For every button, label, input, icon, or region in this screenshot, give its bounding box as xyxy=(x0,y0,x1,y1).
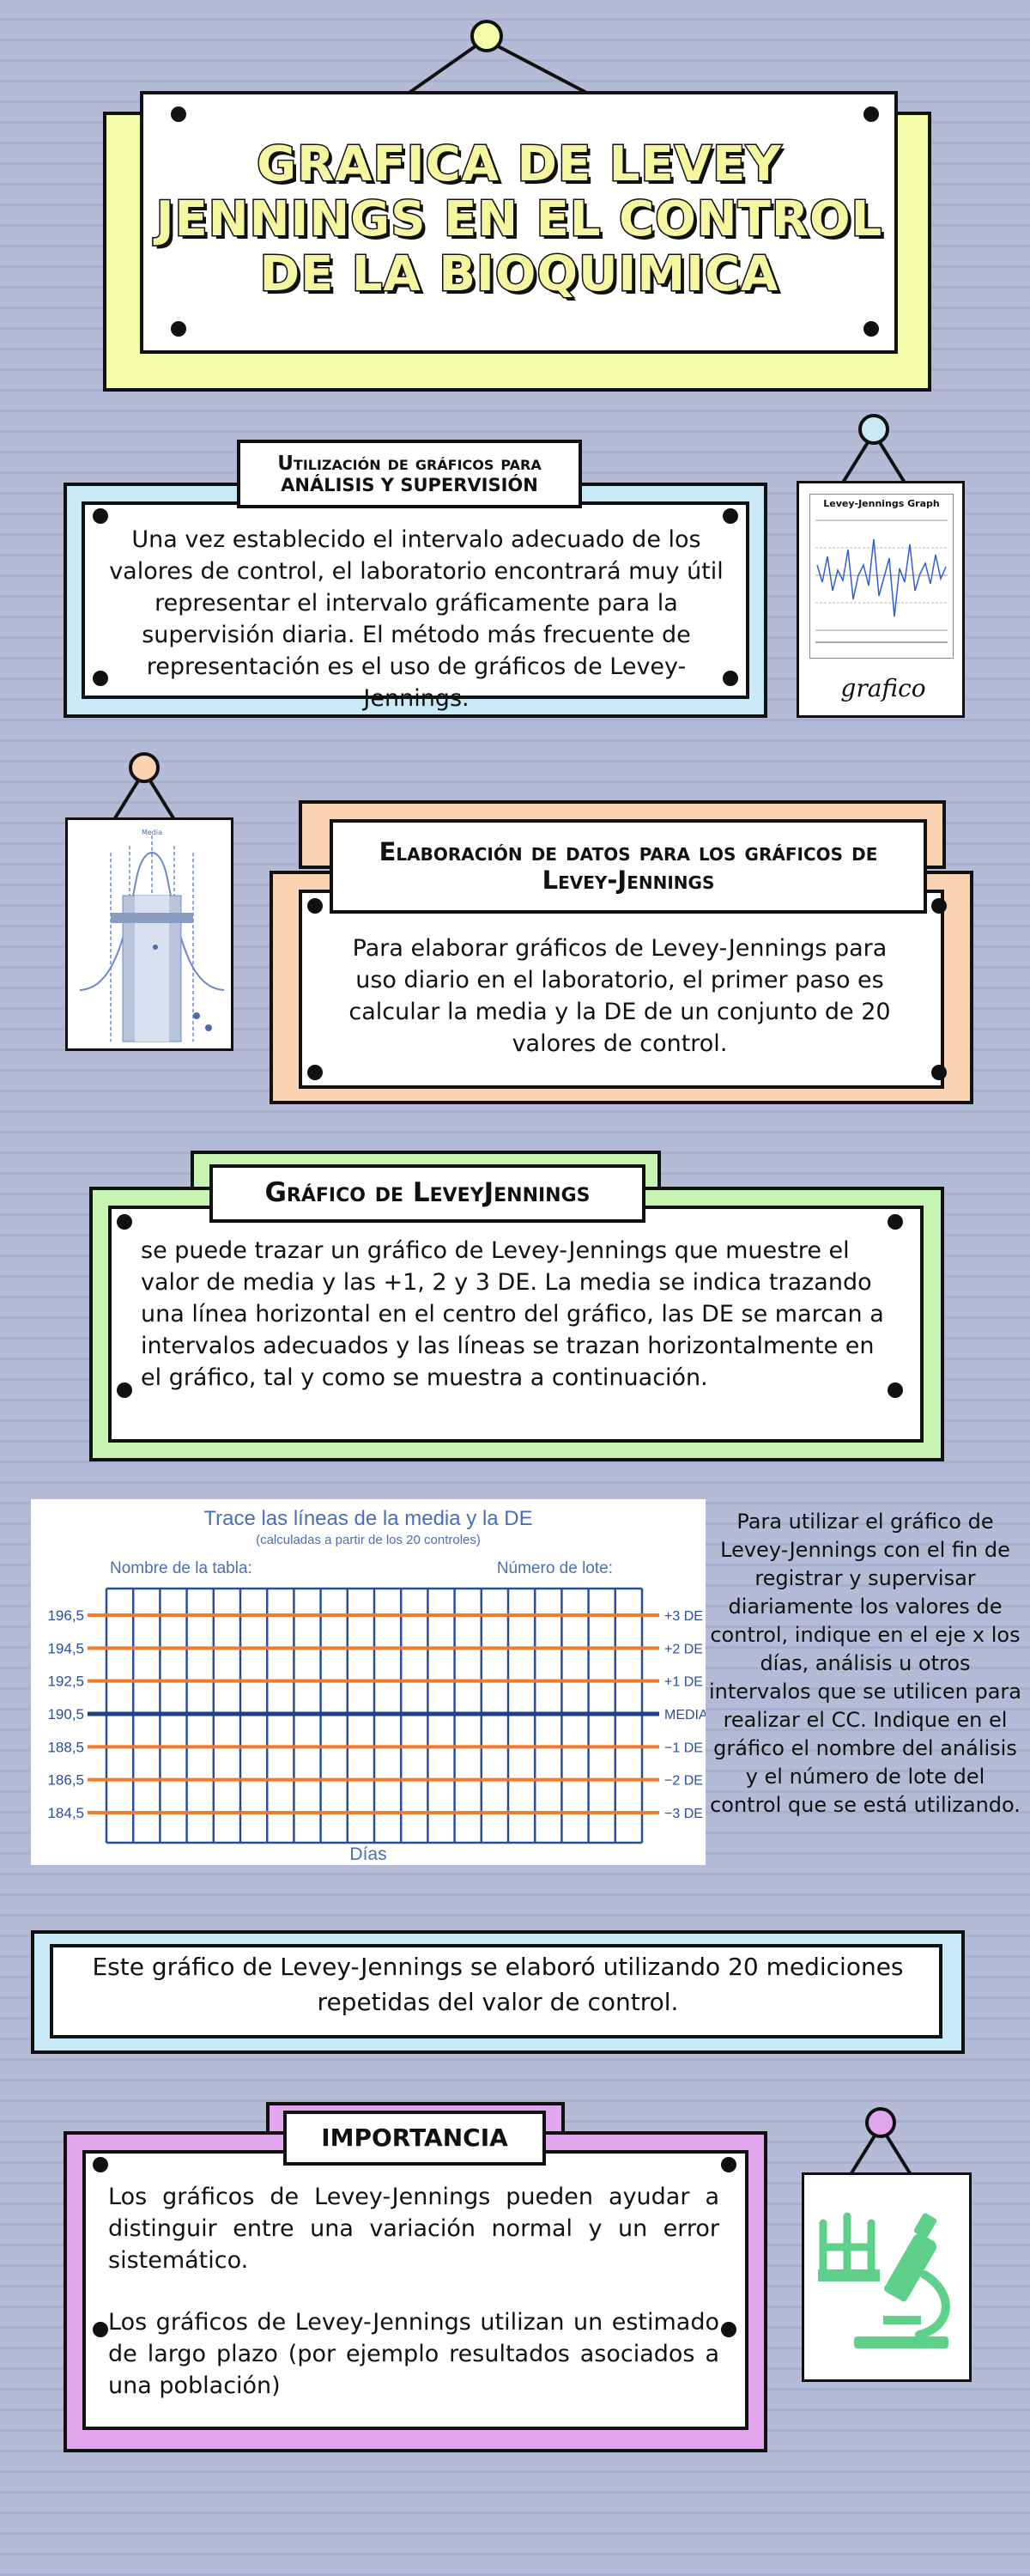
grafico-heading: Gráfico de LeveyJennings xyxy=(209,1164,645,1223)
y-tick-label: 196,5 xyxy=(47,1607,84,1624)
elaboracion-text: Para elaborar gráficos de Levey-Jennings para uso diario en el laboratorio, el primer paso es calcular la media y la DE de un conjunto de 20 valores de control. xyxy=(348,935,891,1057)
pin xyxy=(171,106,186,122)
grafico-text: se puede trazar un gráfico de Levey-Jennings que muestre el valor de media y las +1, 2 y 3 DE. La media se indica trazando una línea horizontal en el centro del gráfico, las DE se marcan a intervalos adecuados y las líneas se trazan horizontalmente en el gráfico, tal y como se muestra a continuación. xyxy=(141,1237,884,1391)
pin xyxy=(171,321,186,337)
graph-frame xyxy=(797,481,965,718)
sd-level-label: MEDIA xyxy=(664,1708,706,1722)
x-axis-label: Días xyxy=(349,1844,387,1864)
pin xyxy=(93,508,108,524)
elaboracion-heading: Elaboración de datos para los gráficos de Levey-Jennings xyxy=(330,819,927,914)
graph-image-title: Levey-Jennings Graph xyxy=(823,498,940,509)
sd-level-label: +2 DE xyxy=(664,1642,703,1657)
hanger-string xyxy=(386,15,609,101)
graph-image xyxy=(809,494,954,659)
frame-hanger xyxy=(110,745,179,823)
utilizacion-text: Una vez establecido el intervalo adecuado de los valores de control, el laboratorio encontrará muy útil representar el intervalo gráficamente para la supervisión diaria. El método más frecuente de representación es el uso de gráficos de Levey-Jennings. xyxy=(109,526,724,712)
frame-hanger xyxy=(846,2100,915,2178)
pin xyxy=(931,1065,947,1080)
chart-side-text: Para utilizar el gráfico de Levey-Jennings con el fin de registrar y supervisar diariamente los valores de control, indique en el eje x los días, análisis u otros intervalos que se utilicen para realizar el CC. Indique en el gráfico el nombre del análisis y el número de lote del control que se está utilizando. xyxy=(709,1510,1021,1817)
importancia-paragraph-1: Los gráficos de Levey-Jennings pueden ayudar a distinguir entre una variación normal y un error sistemático. xyxy=(108,2184,719,2274)
chart-lot-number-label: Número de lote: xyxy=(496,1559,613,1577)
pin xyxy=(721,2322,736,2337)
pin xyxy=(93,2157,108,2172)
y-tick-label: 192,5 xyxy=(47,1673,84,1690)
distribution-label: Media xyxy=(141,829,163,836)
pin xyxy=(863,321,879,337)
frame-hanger xyxy=(839,407,908,484)
chart-title: Trace las líneas de la media y la DE xyxy=(203,1507,533,1530)
importancia-heading: IMPORTANCIA xyxy=(283,2111,546,2166)
y-tick-label: 188,5 xyxy=(47,1739,84,1756)
y-tick-label: 190,5 xyxy=(47,1706,84,1722)
y-tick-label: 186,5 xyxy=(47,1771,84,1789)
sd-level-label: −3 DE xyxy=(664,1807,703,1821)
pin xyxy=(93,2322,108,2337)
distribution-frame xyxy=(65,817,233,1051)
microscope-frame xyxy=(802,2172,972,2382)
pin xyxy=(863,106,879,122)
pin xyxy=(888,1214,903,1230)
utilizacion-heading: Utilización de gráficos para ANÁLISIS Y SUPERVISIÓN xyxy=(237,440,582,508)
chart-table-name-label: Nombre de la tabla: xyxy=(110,1559,252,1577)
y-tick-label: 194,5 xyxy=(47,1640,84,1657)
pin xyxy=(117,1382,132,1398)
lj-chart xyxy=(31,1499,706,1865)
graph-image-plot xyxy=(815,513,948,651)
sd-level-label: −2 DE xyxy=(664,1773,703,1789)
page-title: GRAFICA DE LEVEY JENNINGS EN EL CONTROL DE LA BIOQUIMICA xyxy=(155,137,883,302)
graph-caption: grafico xyxy=(840,674,926,702)
pin xyxy=(931,898,947,914)
y-tick-label: 184,5 xyxy=(47,1805,84,1821)
pin xyxy=(117,1214,132,1230)
pin xyxy=(307,1065,323,1080)
microscope-icon xyxy=(816,2209,962,2350)
note-text: Este gráfico de Levey-Jennings se elaboró utilizando 20 mediciones repetidas del valor de control. xyxy=(92,1953,904,2016)
lj-chart-card xyxy=(31,1499,706,1865)
sd-level-label: +3 DE xyxy=(664,1609,703,1624)
sd-level-label: +1 DE xyxy=(664,1674,703,1690)
distribution-image xyxy=(76,827,227,1047)
pin xyxy=(307,898,323,914)
pin xyxy=(888,1382,903,1398)
chart-subtitle: (calculadas a partir de los 20 controles) xyxy=(256,1533,481,1547)
sd-level-label: −1 DE xyxy=(664,1741,703,1756)
importancia-paragraph-2: Los gráficos de Levey-Jennings utilizan un estimado de largo plazo (por ejemplo resultados asociados a una población) xyxy=(108,2309,719,2399)
pin xyxy=(721,2157,736,2172)
pin xyxy=(723,508,738,524)
